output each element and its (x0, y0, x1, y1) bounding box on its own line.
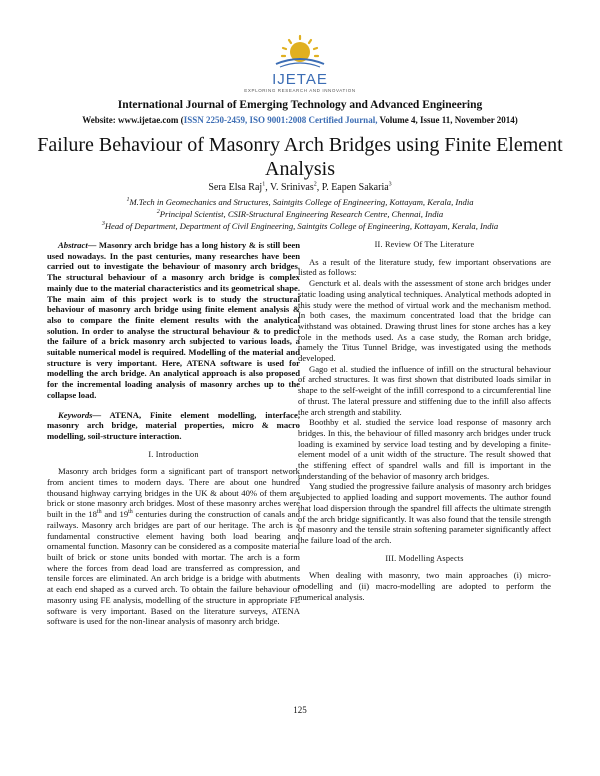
section-heading: II. Review Of The Literature (374, 240, 475, 249)
aff-sup: 2 (156, 209, 160, 216)
website-label: Website: www.ijetae.com ( (82, 115, 184, 125)
paper-title: Failure Behaviour of Masonry Arch Bridges using Finite Element Analysis (37, 134, 563, 180)
keywords-label: Keywords— (58, 409, 102, 420)
sun-rays-icon (276, 36, 324, 67)
author-sup: 1 (262, 181, 266, 188)
lit-paragraph: Gencturk et al. deals with the assessment of stone arch bridges under static loading using analytical techniques. Analytical methods adopted in this study were the method of virtual work and the mechanism method. In both cases, the maximum concentrated load that the bridge can withstand was obtained. Drawing thrust lines for stone arches has a key role in the methods used. As a case study, the Roman arch bridge, namely the Titus Tunnel Bridge, was investigated using the methods developed. (298, 278, 551, 364)
intro-sup: th (96, 509, 102, 516)
section-heading: I. Introduction (148, 449, 199, 459)
left-column (47, 240, 300, 627)
intro-paragraph (47, 466, 300, 627)
right-column (298, 240, 551, 603)
ijetae-logo (262, 34, 338, 96)
abstract-label: Abstract— (58, 240, 97, 250)
aff-sup: 3 (101, 221, 105, 228)
logo-text: IJETAE (272, 71, 328, 88)
model-paragraph: When dealing with masonry, two main approaches (i) micro-modelling and (ii) macro-modelling are adopted to perform the numerical analysis. (298, 570, 551, 602)
intro-text: Masonry arch bridges form a significant part of transport network from ancient times to modern days. There are about one hundred thousand highway carrying bridges in the UK & about 40% of them are brick or stone masonry arch bridges. Most of these masonry arches were built in the 18 (47, 466, 300, 520)
lit-paragraph: Yang studied the progressive failure analysis of masonry arch bridges subjected to applied loading and support movements. The author found that load dispersion through the spandrel fill affects the ultimate strength of the arch bridge significantly. It was also found that the tensile strength of masonry and the tensile strain softening parameter significantly affect the failure load of the arch. (298, 481, 551, 545)
lit-paragraph: As a result of the literature study, few important observations are listed as follows: (298, 256, 551, 278)
keywords-text: ATENA, Finite element modelling, interface, masonry arch bridge, material properties, micro & macro modelling, soil-structure interaction. (47, 409, 300, 441)
author-sep: , (265, 182, 271, 193)
keywords (47, 410, 300, 442)
author-sep: , (316, 182, 322, 193)
abstract (47, 240, 300, 401)
author-name: P. Eapen Sakaria (321, 182, 389, 193)
abstract-text: Masonry arch bridge has a long history & is still been used nowadays. In the past centuries, many researches have been carried out to investigate the behaviour of masonry arch bridges. The structural behaviour of a masonry arch bridge is complex mainly due to the material characteristics and its geometrical shape. The main aim of this project work is to study the structural behaviour of masonry arch bridge using finite element analysis & also to compare the finite element results with the analytical solution. In order to analyse the structural behaviour & to predict the failure of a brick masonry arch subjected to various loads, a suitable numerical model is required. Modelling of the material and structure is very important. Here, ATENA software is used for modelling the arch bridge. An analytical approach is also proposed for the incremental loading analysis of masonry arches up to the collapse load. (47, 240, 300, 400)
aff-sup: 1 (126, 197, 130, 204)
volume-text: Volume 4, Issue 11, November 2014) (377, 115, 518, 125)
intro-text: centuries during the construction of canals and railways. Masonry arch bridges are part of our heritage. The arch is a fundamental constructive element having both load bearing and ornamental function. Masonry can be considered as a composite material built of brick or stone units bonded with mortar. The arch is a form where the forces from dead load are transferred as compression, and tensile forces are eliminated. An arch bridge is a bridge with abutments at each end shaped as a curved arch. To obtain the failure behaviour of masonry using FE analysis, modelling of the structure in appropriate FE software is very important. Based on the literature surveys, ATENA software is used for the non-linear analysis of masonry arch bridge. (47, 509, 300, 627)
section-heading: III. Modelling Aspects (385, 553, 464, 563)
issn-text: ISSN 2250-2459, ISO 9001:2008 Certified Journal, (183, 115, 378, 125)
authors-line (0, 182, 600, 193)
aff-text: Principal Scientist, CSIR-Structural Engineering Research Centre, Chennai, India (159, 209, 444, 219)
aff-text: Head of Department, Department of Civil Engineering, Saintgits College of Engineering, Kottayam, Kerala, India (104, 221, 499, 231)
lit-paragraph: Gago et al. studied the influence of infill on the structural behaviour of arched structures. It was first shown that distributed loads similar in shape to the self-weight of the infill correspond to a circumferential line of thrust. The lateral pressure and stiffening due to the infill also affects the arch strength and stability. (298, 363, 551, 417)
affiliation (0, 221, 600, 231)
author-name: Sera Elsa Raj (208, 182, 263, 193)
author-name: V. Srinivas (270, 182, 314, 193)
page-number: 125 (293, 705, 307, 715)
intro-text: and 19 (101, 509, 129, 520)
aff-text: M.Tech in Geomechanics and Structures, Saintgits College of Engineering, Kottayam, Kerala, India (129, 197, 474, 207)
author-sup: 3 (388, 181, 392, 188)
lit-paragraph: Boothby et al. studied the service load response of masonry arch bridges. In this, the behaviour of filled masonry arch bridges under truck loading is examined by service load testing and by developing a finite-element model of a unit width of the structure. The result showed that the stiffening effect of spandrel walls and fill is important in the understanding of the behavior of masonry arch bridges. (298, 417, 551, 481)
intro-sup: th (128, 509, 133, 516)
author-sup: 2 (313, 181, 317, 188)
affiliation (0, 197, 600, 207)
logo-tagline: EXPLORING RESEARCH AND INNOVATION (244, 88, 356, 93)
affiliation (0, 209, 600, 219)
journal-name: International Journal of Emerging Technology and Advanced Engineering (117, 99, 483, 111)
journal-info (0, 115, 600, 125)
